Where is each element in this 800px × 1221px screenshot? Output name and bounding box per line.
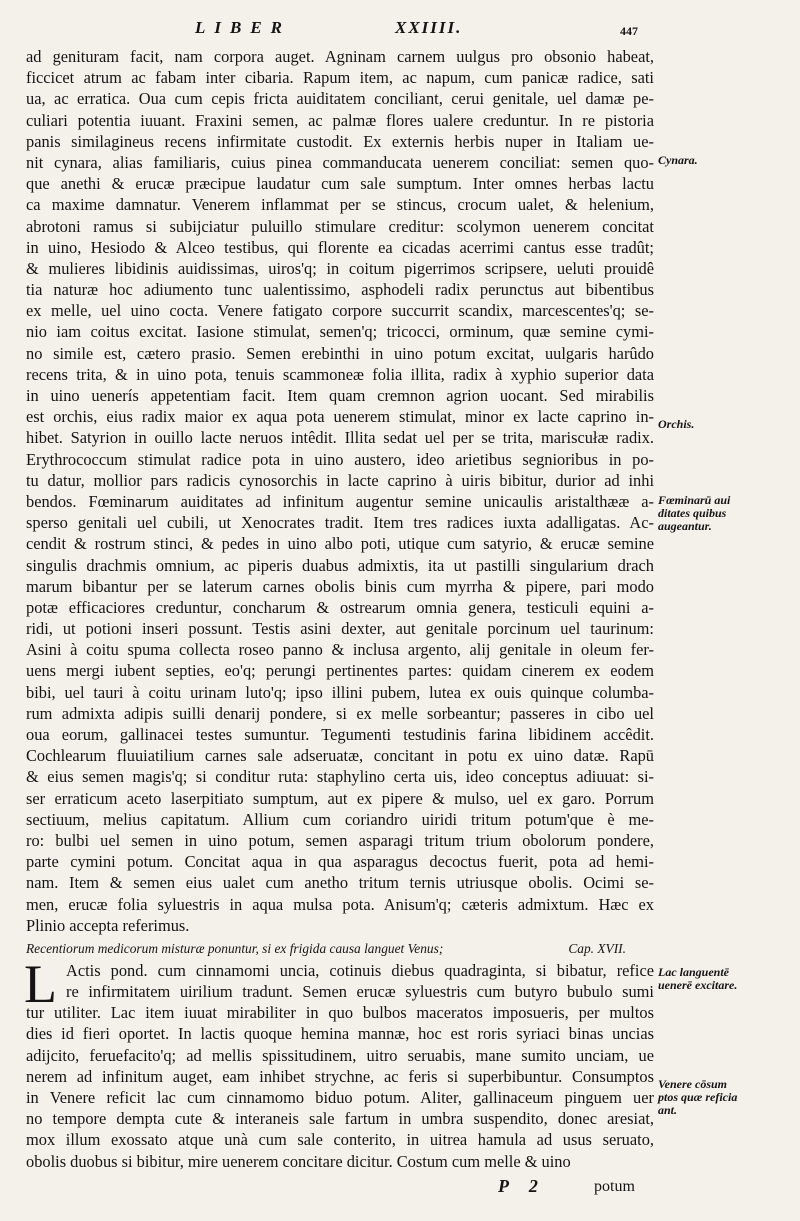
text-line: hibet. Satyrion in ouillo lacte neruos intêdit. Illita sedat uel per se trita, mariscułæ radix. (26, 428, 654, 448)
book-number: XXIIII. (395, 18, 463, 37)
text-line: & mulieres libidinis auidissimas, uiros'q; in coitum pigerrimos scripsere, ueluti prouidê (26, 258, 654, 278)
text-line: ridi, ut potioni inseri possunt. Testis asini dexter, aut genitale porcinum uel taurinum: (26, 619, 654, 639)
text-line: in Venere reficit lac cum cinnamomo biduo potum. Aliter, gallinaceum pinguem uer (26, 1088, 654, 1107)
text-line: mox illum exossato atque unà cum sale conterito, in uitrea hamula ad usus seruato, (26, 1130, 654, 1150)
text-line: tu datur, mollior pars radicis cynosorchis in lacte caprino à uiris bibitur, durior ad inhi (26, 470, 654, 490)
marginal-note-line: augeantur. (658, 519, 712, 533)
text-line: Cochlearum fluuiatilium carnes sale adseruatæ, concitant in potu ex uino datæ. Rapū (26, 746, 654, 766)
paragraph-recent-physicians (24, 953, 654, 1172)
page-footer (0, 1176, 800, 1206)
text-line: potæ efficaciores creduntur, concharum & ostrearum omnia genera, testiculi equini a- (26, 597, 654, 617)
marginal-note-line: ditates quibus (658, 506, 727, 520)
chapter-number: Cap. XVII. (568, 940, 626, 956)
page-number: 447 (620, 24, 638, 38)
text-line: uens mergi iubent septies, eo'q; perungi pertinentes partes: quidam cinerem ex eodem (26, 661, 654, 681)
marginal-note-line: Fœminarū aui (658, 493, 731, 507)
text-line: nam. Item & semen eius ualet cum anetho tritum ternis utriusque obolis. Ocimi se- (26, 873, 654, 893)
chapter-heading (26, 938, 654, 960)
text-line: obolis duobus si bibitur, mire uenerem concitare dicitur. Costum cum melle & uino (26, 1151, 571, 1171)
text-line: Plinio accepta referimus. (26, 915, 190, 935)
text-line: nerem ad infinitum auget, eam inhibet strychne, ac feris si superbibuntur. Consumptos (26, 1066, 654, 1086)
text-line: ua, ac erratica. Oua cum cepis fricta auiditatem conciliant, cerui genitale, uel damæ pe- (26, 89, 654, 109)
text-line: bibi, uel tauri à coitu urinam luto'q; ipso illini pubem, lutea ex ouis quinque columba- (26, 682, 654, 702)
marginal-note-text: Cynara. (658, 153, 698, 167)
text-line: ro: bulbi uel semen in uino potum, semen asparagi tritum trium obolorum pondere, (26, 830, 654, 850)
text-line: Erythrococcum stimulat radice pota in uino austero, ideo arietibus segnioribus in po- (26, 449, 654, 469)
marginal-note-foeminarum (658, 494, 796, 533)
chapter-heading-text: Recentiorum medicorum misturæ ponuntur, si ex frigida causa languet Venus; (26, 940, 444, 956)
text-line: recens trita, & in uino pota, tenuis scammoneæ folia illita, radix à xyphio superior data (26, 364, 654, 384)
text-line: & eius semen magis'q; si conditur ruta: staphylino certa uis, ideo conceptus adiuuat: si- (26, 767, 654, 787)
text-line: no simile est, cætero prasio. Semen erebinthi in uino potum excitat, uulgaris harûdo (26, 343, 654, 363)
marginal-note-venere (658, 1078, 796, 1117)
text-line: oua eorum, gallinacei testes sumuntur. Tegumenti testudinis farina libidinem accêdit. (26, 725, 654, 744)
running-title: LIBER (195, 18, 292, 37)
paragraph-lines (24, 953, 654, 1172)
text-line: adijcito, feruefacito'q; ad mellis spissitudinem, uitro seruabis, mane sumito unciam, ue (26, 1045, 654, 1065)
text-line: tia naturæ hoc adiumento tunc ualentissimo, asphodeli radix perunctus aut bibentibus (26, 280, 654, 300)
marginal-note-line: Lac languentē (658, 965, 729, 979)
signature-mark: P 2 (498, 1176, 546, 1196)
text-line: ca maxime damnatur. Venerem inflammat per se stincus, crocum ualet, & helenium, (26, 195, 654, 215)
text-line: tur utiliter. Lac item iuuat mirabiliter in quo bulbos maceratos imposueris, per multos (26, 1003, 654, 1023)
marginal-note-line: ant. (658, 1103, 678, 1117)
text-line: ser erraticum aceto laserpitiato sumptum, aut ex pipere & mulso, uel ex garo. Porrum (26, 788, 654, 808)
text-line: sperso genitali uel cubili, ut Xenocrates tradit. Item tres radices iuxta adalligatas. Ac- (26, 513, 654, 533)
text-line: est orchis, eius radix maior ex aqua pota uenerem stimulat, minor ex lacte caprino in- (26, 407, 654, 427)
marginal-note-line: Venere cōsum (658, 1077, 727, 1091)
marginal-note-lac (658, 966, 796, 992)
text-line: dies id fieri oportet. In lactis quoque hemina mannæ, hoc est roris syriaci binas uncias (26, 1024, 654, 1044)
text-line: abrotoni ramus si subijciatur puluillo stimulare creditur: scolymon uenerem concitat (26, 216, 654, 236)
text-line: men, erucæ folia syluestris in aqua mulsa pota. Anisum'q; cæteris admixtum. Hæc ex (26, 894, 654, 914)
text-line: Asini à coitu spuma collecta roseo panno & inclusa argento, alij genitale in oleum fer- (26, 640, 654, 660)
page-header (0, 18, 800, 46)
text-line: Actis pond. cum cinnamomi uncia, cotinuis diebus quadraginta, si bibatur, refice (66, 960, 654, 980)
text-line: sectiuum, melius capitatum. Allium cum coriandro uiridi tritum potum'que è me- (26, 809, 654, 829)
text-line: parte cymini potum. Concitat aqua in qua asparagus decoctus fuerit, pota ad hemi- (26, 852, 654, 872)
text-line: singulis drachmis omnium, ac piperis duabus admixtis, ita ut pastilli singularium drach (26, 555, 654, 575)
marginal-note-text: Orchis. (658, 417, 695, 431)
marginal-note-line: uenerē excitare. (658, 978, 738, 992)
text-line: in uino, Hesiodo & Alceo testibus, qui florente ea cicadas acerrimi cantus esse tradût; (26, 237, 654, 257)
drop-cap: L (24, 953, 57, 1014)
text-line: nit cynara, alias familiaris, cuius pinea commanducata uenerem conciliat: semen quo- (26, 152, 654, 172)
marginal-note-orchis (658, 418, 796, 431)
text-line: bendos. Fœminarum auiditates ad infinitum augentur semine unicaulis aristalthææ a- (26, 491, 654, 511)
text-line: no tempore dempta cute & interaneis sale fartum in umbra suspendito, donec aresiat, (26, 1109, 654, 1129)
text-line: panis similagineus recens infirmitate custodit. Ex externis herbis nuper in Italiam ue- (26, 131, 654, 151)
text-line: re infirmitatem uirilium tradunt. Semen erucæ syluestris cum butyro bubulo sumi (66, 982, 654, 1002)
marginal-note-cynara (658, 154, 796, 167)
text-line: rum admixta adipis suilli denarij pondere, si ex melle sorbeantur; passeres in cibo uel (26, 703, 654, 723)
text-line: cendit & rostrum stinci, & pedes in uino albo poti, utique cum satyrio, & erucæ semine (26, 534, 654, 554)
main-text-column (26, 46, 654, 1172)
text-line: marum bibantur per se laterum carnes obolis binis cum myrrha & pipere, pari modo (26, 576, 654, 596)
text-line: ex melle, uel uino cocta. Venere fatigato corpore succurrit scandix, marcescentes'q; se- (26, 301, 654, 321)
text-line: nio iam coitus excitat. Iasione stimulat, semen'q; tricocci, orminum, quæ semine cymi- (26, 322, 654, 342)
catchword: potum (594, 1178, 635, 1195)
text-line: ad genituram facit, nam corpora auget. Agninam carnem uulgus pro obsonio habeat, (26, 47, 654, 66)
text-line: culiari potentia iuuant. Fraxini semen, ac palmæ flores ualere creduntur. In re pistoria (26, 110, 654, 130)
paragraph-pliny (26, 46, 654, 936)
marginal-note-line: ptos quæ reficia (658, 1090, 738, 1104)
text-line: ficcicet atrum ac fabam inter cibaria. Rapum item, ac napum, cum panicæ radice, sati (26, 68, 654, 88)
text-line: que anethi & erucæ præcipue laudatur cum sale sumptum. Inter omnes herbas lactu (26, 174, 654, 194)
text-line: in uino uenerís appetentiam facit. Item quam cremnon agrion uocant. Sed mirabilis (26, 386, 654, 405)
